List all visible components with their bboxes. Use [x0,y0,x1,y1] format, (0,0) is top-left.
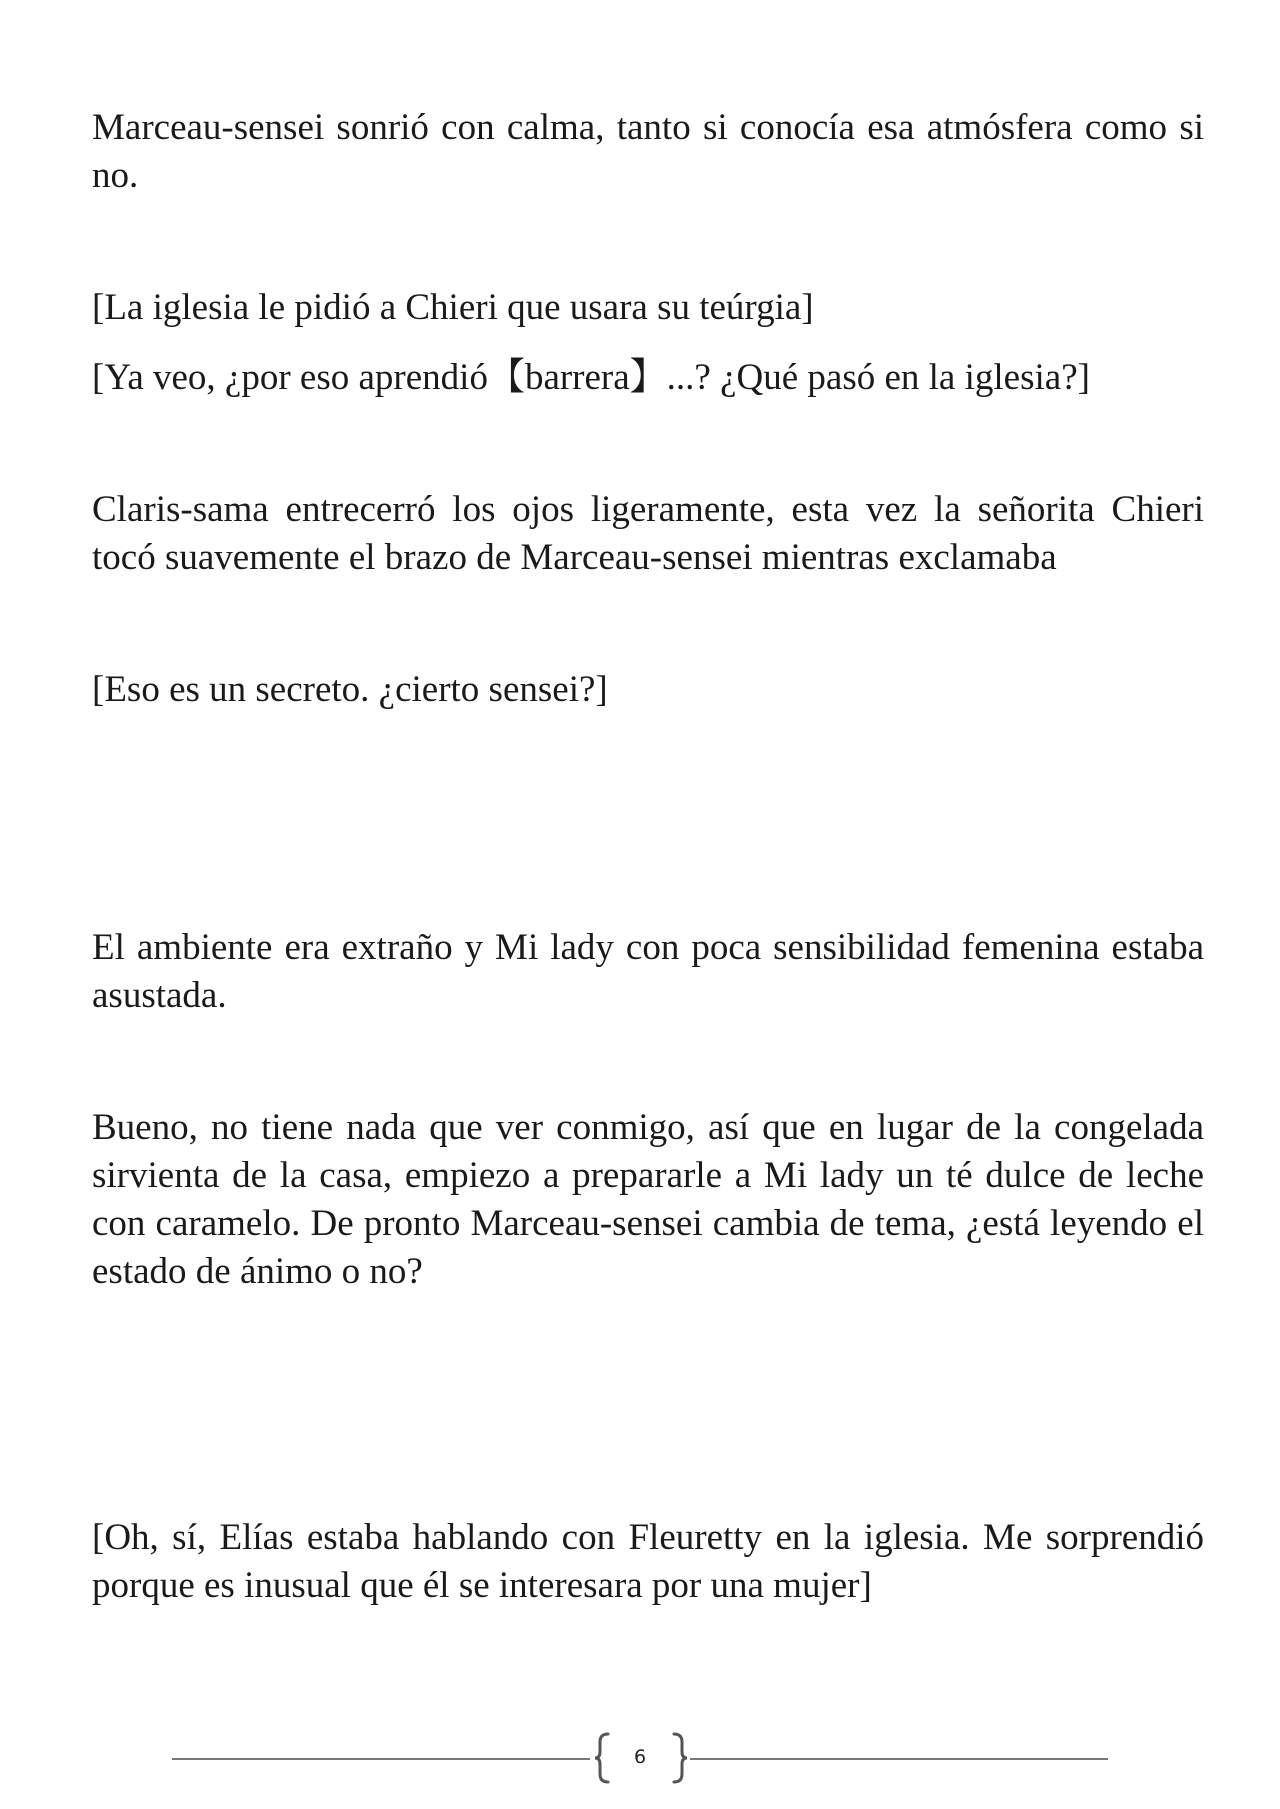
dialogue-barrier-question: [Ya veo, ¿por eso aprendió【barrera】...? ¿Qué pasó en la iglesia?] [92,357,1090,398]
page-footer [0,1732,1280,1784]
left-brace-icon [592,1732,612,1784]
footer-rule-left [172,1758,590,1760]
dialogue-church-request: [La iglesia le pidió a Chieri que usara su teúrgia] [92,287,814,328]
right-brace-icon [670,1732,690,1784]
dialogue-elias-fleuretty: [Oh, sí, Elías estaba hablando con Fleuretty en la iglesia. Me sorprendió porque es inusual que él se interesara por una mujer] [92,1517,1204,1606]
paragraph-marceau-smile: Marceau-sensei sonrió con calma, tanto si conocía esa atmósfera como si no. [92,107,1204,196]
paragraph-milk-tea: Bueno, no tiene nada que ver conmigo, así que en lugar de la congelada sirvienta de la casa, empiezo a prepararle a Mi lady un té dulce de leche con caramelo. De pronto Marceau-sensei cambia de tema, ¿está leyendo el estado de ánimo o no? [92,1107,1204,1292]
paragraph-strange-atmosphere: El ambiente era extraño y Mi lady con poca sensibilidad femenina estaba asustada. [92,927,1204,1016]
paragraph-claris-eyes: Claris-sama entrecerró los ojos ligeramente, esta vez la señorita Chieri tocó suavemente el brazo de Marceau-sensei mientras exclamaba [92,489,1204,578]
footer-rule-right [690,1758,1108,1760]
page-number: 6 [633,1746,647,1768]
dialogue-secret: [Eso es un secreto. ¿cierto sensei?] [92,669,608,710]
